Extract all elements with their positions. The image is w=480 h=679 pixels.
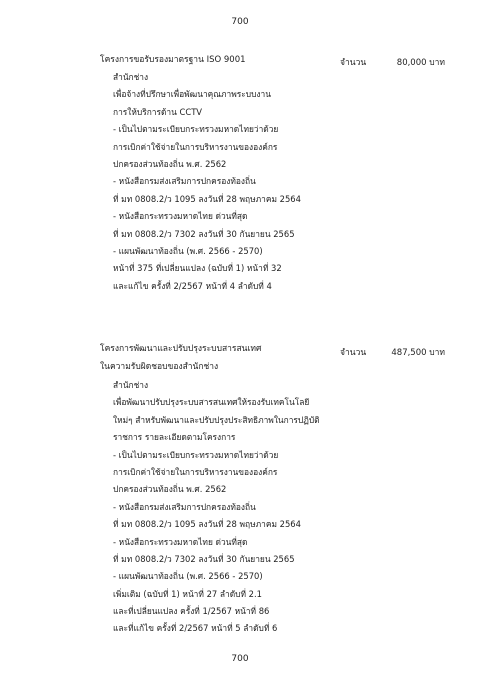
project-details xyxy=(113,377,320,638)
detail-line: - หนังสือกระทรวงมหาดไทย ด่วนที่สุด xyxy=(113,536,248,547)
project-title xyxy=(100,51,246,69)
detail-line: สำนักช่าง xyxy=(113,380,149,390)
page-number-bottom: 700 xyxy=(231,654,249,664)
detail-line: - หนังสือกระทรวงมหาดไทย ด่วนที่สุด xyxy=(113,211,248,222)
detail-line: ปกครองส่วนท้องถิ่น พ.ศ. 2562 xyxy=(113,484,227,495)
detail-line: ที่ มท 0808.2/ว 7302 ลงวันที่ 30 กันยายน 2565 xyxy=(113,228,295,239)
quantity-label: จำนวน xyxy=(340,348,367,358)
detail-line: ที่ มท 0808.2/ว 7302 ลงวันที่ 30 กันยายน 2565 xyxy=(113,553,295,564)
detail-line: - แผนพัฒนาท้องถิ่น (พ.ศ. 2566 - 2570) xyxy=(113,571,263,582)
detail-line: ที่ มท 0808.2/ว 1095 ลงวันที่ 28 พฤษภาคม 2564 xyxy=(113,193,301,204)
detail-line: ใหม่ๆ สำหรับพัฒนาและปรับปรุงประสิทธิภาพในการปฏิบัติ xyxy=(113,414,320,425)
project-title-line: โครงการขอรับรองมาตรฐาน ISO 9001 xyxy=(100,55,246,65)
detail-line: - หนังสือกรมส่งเสริมการปกครองท้องถิ่น xyxy=(113,176,256,187)
detail-line: ปกครองส่วนท้องถิ่น พ.ศ. 2562 xyxy=(113,158,227,169)
detail-line: เพื่อจ้างที่ปรึกษาเพื่อพัฒนาคุณภาพระบบงาน xyxy=(113,89,271,100)
detail-line: หน้าที่ 375 ที่เปลี่ยนแปลง (ฉบับที่ 1) หน้าที่ 32 xyxy=(113,263,282,274)
detail-line: - เป็นไปตามระเบียบกระทรวงมหาดไทยว่าด้วย xyxy=(113,124,279,135)
detail-line: และที่เปลี่ยนแปลง ครั้งที่ 1/2567 หน้าที่ 86 xyxy=(113,606,270,617)
project-title xyxy=(100,340,261,376)
budget-amount: 487,500 บาท xyxy=(391,348,445,358)
project-title-line: โครงการพัฒนาและปรับปรุงระบบสารสนเทศ xyxy=(100,344,262,354)
detail-line: และแก้ไข ครั้งที่ 2/2567 หน้าที่ 4 ลำดับที่ 4 xyxy=(113,280,272,291)
detail-line: - หนังสือกรมส่งเสริมการปกครองท้องถิ่น xyxy=(113,501,256,512)
detail-line: - แผนพัฒนาท้องถิ่น (พ.ศ. 2566 - 2570) xyxy=(113,245,263,256)
budget-amount: 80,000 บาท xyxy=(396,58,445,68)
detail-line: และที่แก้ไข ครั้งที่ 2/2567 หน้าที่ 5 ลำดับที่ 6 xyxy=(113,623,278,634)
detail-line: การเบิกค่าใช้จ่ายในการบริหารงานขององค์กร xyxy=(113,466,278,477)
page-number-top: 700 xyxy=(231,17,249,27)
detail-line: เพื่อพัฒนาปรับปรุงระบบสารสนเทศให้รองรับเทคโนโลยี xyxy=(113,397,310,408)
detail-line: ที่ มท 0808.2/ว 1095 ลงวันที่ 28 พฤษภาคม 2564 xyxy=(113,519,301,530)
detail-line: สำนักช่าง xyxy=(113,72,149,82)
detail-line: ราชการ รายละเอียดตามโครงการ xyxy=(113,432,236,443)
project-details xyxy=(113,69,301,295)
project-title-line: ในความรับผิดชอบของสำนักช่าง xyxy=(100,362,219,372)
detail-line: เพิ่มเติม (ฉบับที่ 1) หน้าที่ 27 ลำดับที่ 2.1 xyxy=(113,588,262,599)
detail-line: การให้บริการด้าน CCTV xyxy=(113,106,203,117)
detail-line: - เป็นไปตามระเบียบกระทรวงมหาดไทยว่าด้วย xyxy=(113,449,279,460)
quantity-label: จำนวน xyxy=(340,58,367,68)
detail-line: การเบิกค่าใช้จ่ายในการบริหารงานขององค์กร xyxy=(113,141,278,152)
